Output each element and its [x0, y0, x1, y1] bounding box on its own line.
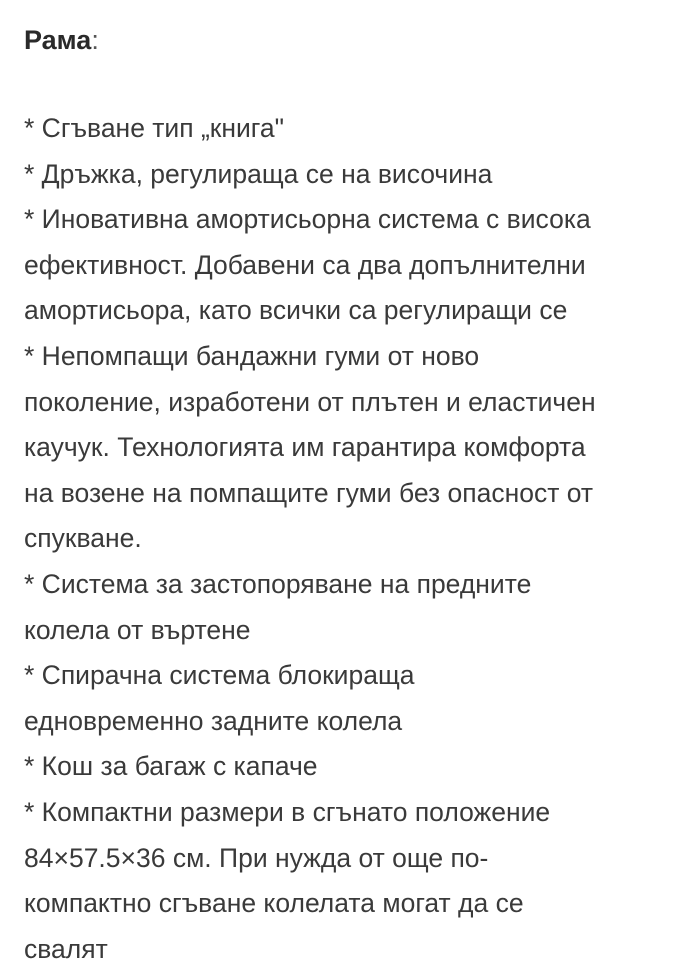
- feature-line-10: спукване.: [24, 523, 142, 554]
- feature-line-13: * Спирачна система блокираща: [24, 660, 415, 691]
- feature-line-4: ефективност. Добавени са два допълнителни: [24, 249, 586, 280]
- heading-spacer: [24, 66, 664, 106]
- feature-line-14: едновременно задните колела: [24, 705, 403, 736]
- feature-line-1: * Сгъване тип „книга": [24, 113, 285, 143]
- feature-list: [24, 106, 664, 972]
- feature-line-7: поколение, изработени от плътен и еластичен: [24, 386, 596, 417]
- feature-line-11: * Система за застопоряване на предните: [24, 568, 532, 599]
- feature-line-8: каучук. Технологията им гарантира комфорта: [24, 432, 586, 463]
- section-title: Рама: [24, 25, 92, 55]
- product-description: [24, 14, 664, 972]
- section-title-colon: :: [91, 25, 99, 55]
- section-heading: [24, 14, 664, 66]
- feature-line-3: * Иновативна амортисьорна система с висока: [24, 204, 591, 235]
- feature-line-6: * Непомпащи бандажни гуми от ново: [24, 340, 480, 371]
- feature-line-16: * Компактни размери в сгънато положение: [24, 796, 551, 827]
- feature-line-19: свалят: [24, 933, 108, 964]
- feature-line-2: * Дръжка, регулираща се на височина: [24, 158, 493, 189]
- feature-line-15: * Кош за багаж с капаче: [24, 751, 318, 782]
- feature-line-18: компактно сгъване колелата могат да се: [24, 888, 524, 919]
- feature-line-17: 84×57.5×36 см. При нужда от още по-: [24, 842, 489, 873]
- feature-line-9: на возене на помпащите гуми без опасност от: [24, 477, 593, 508]
- feature-line-12: колела от въртене: [24, 614, 251, 645]
- feature-line-5: амортисьора, като всички са регулиращи се: [24, 295, 568, 326]
